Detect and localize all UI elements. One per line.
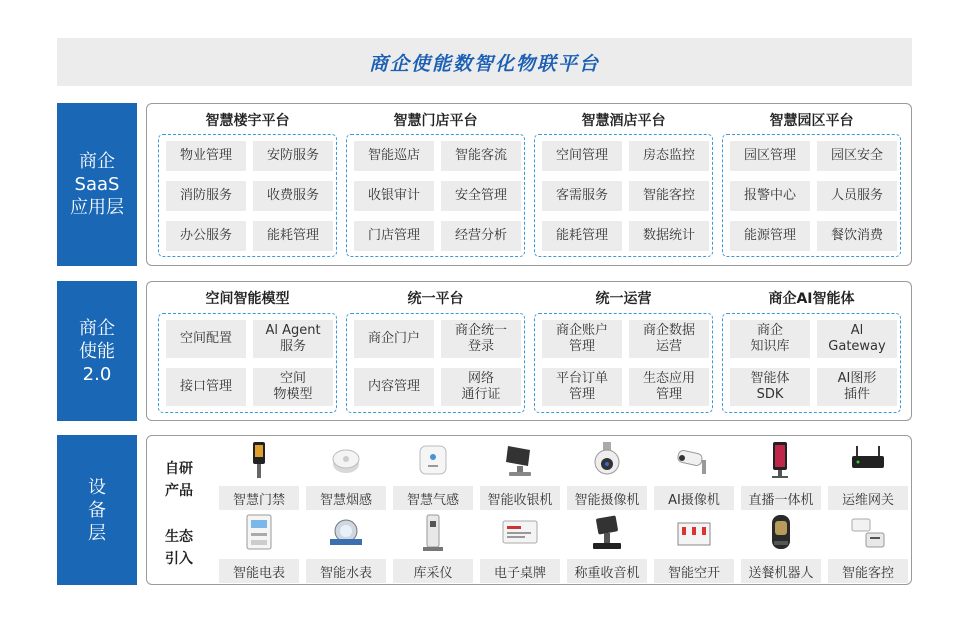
- row-label: 生态 引入: [165, 529, 193, 567]
- device-item[interactable]: [567, 440, 647, 510]
- module-cell[interactable]: Al Agent 服务: [253, 320, 333, 358]
- module-cell[interactable]: Al Gateway: [817, 320, 897, 358]
- module-cell[interactable]: 能源管理: [730, 221, 810, 251]
- module-cell[interactable]: 商企门户: [354, 320, 434, 358]
- collector-tower-icon: [413, 513, 453, 553]
- e-nameplate-icon: [500, 513, 540, 553]
- device-label: 电子桌牌: [480, 559, 560, 583]
- bullet-camera-icon: [674, 440, 714, 480]
- circuit-breaker-icon: [674, 513, 714, 553]
- module-cell[interactable]: 智能客流: [441, 141, 521, 171]
- group-enable-1: [346, 282, 525, 420]
- group-saas-3: [722, 104, 901, 265]
- module-cell[interactable]: 商企数据 运营: [629, 320, 709, 358]
- module-cell[interactable]: 空间配置: [166, 320, 246, 358]
- saas-layer-panel: [146, 103, 912, 266]
- module-cell[interactable]: AI图形 插件: [817, 368, 897, 406]
- group-title: 智慧门店平台: [393, 113, 478, 129]
- device-item[interactable]: [393, 440, 473, 510]
- group-box: [346, 134, 525, 257]
- layer-label-device: 设 备 层: [57, 435, 137, 585]
- device-item[interactable]: [480, 440, 560, 510]
- water-meter-icon: [326, 513, 366, 553]
- group-saas-1: [346, 104, 525, 265]
- device-label: 智能收银机: [480, 486, 560, 510]
- module-cell[interactable]: 消防服务: [166, 181, 246, 211]
- row-label: 自研 产品: [165, 461, 193, 499]
- module-cell[interactable]: 平台订单 管理: [542, 368, 622, 406]
- module-cell[interactable]: 智能巡店: [354, 141, 434, 171]
- module-cell[interactable]: 人员服务: [817, 181, 897, 211]
- device-label: 智能客控: [828, 559, 908, 583]
- module-cell[interactable]: 商企 知识库: [730, 320, 810, 358]
- device-item[interactable]: [654, 513, 734, 583]
- room-control-icon: [848, 513, 888, 553]
- device-label: 智能空开: [654, 559, 734, 583]
- module-cell[interactable]: 收费服务: [253, 181, 333, 211]
- delivery-robot-icon: [761, 513, 801, 553]
- device-item[interactable]: [828, 440, 908, 510]
- group-enable-0: [158, 282, 337, 420]
- group-enable-2: [534, 282, 713, 420]
- module-cell[interactable]: 空间 物模型: [253, 368, 333, 406]
- device-item[interactable]: [654, 440, 734, 510]
- device-item[interactable]: [306, 440, 386, 510]
- access-terminal-icon: [239, 440, 279, 480]
- module-cell[interactable]: 智能客控: [629, 181, 709, 211]
- group-enable-3: [722, 282, 901, 420]
- module-cell[interactable]: 商企统一 登录: [441, 320, 521, 358]
- layer-label-saas: 商企 SaaS 应用层: [57, 103, 137, 266]
- group-title: 智慧酒店平台: [581, 113, 666, 129]
- module-cell[interactable]: 网络 通行证: [441, 368, 521, 406]
- module-cell[interactable]: 报警中心: [730, 181, 810, 211]
- gateway-router-icon: [848, 440, 888, 480]
- group-box: [534, 134, 713, 257]
- module-cell[interactable]: 空间管理: [542, 141, 622, 171]
- module-cell[interactable]: 安防服务: [253, 141, 333, 171]
- module-cell[interactable]: 餐饮消费: [817, 221, 897, 251]
- group-title: 智慧园区平台: [769, 113, 854, 129]
- group-title: 商企AI智能体: [768, 291, 855, 307]
- group-title: 空间智能模型: [205, 291, 290, 307]
- module-cell[interactable]: 经营分析: [441, 221, 521, 251]
- module-cell[interactable]: 安全管理: [441, 181, 521, 211]
- device-label: 送餐机器人: [741, 559, 821, 583]
- module-cell[interactable]: 内容管理: [354, 368, 434, 406]
- group-box: [722, 313, 901, 413]
- group-title: 智慧楼宇平台: [205, 113, 290, 129]
- device-label: 运维网关: [828, 486, 908, 510]
- module-cell[interactable]: 生态应用 管理: [629, 368, 709, 406]
- device-label: 智慧气感: [393, 486, 473, 510]
- layer-label-enable: 商企 使能 2.0: [57, 281, 137, 421]
- module-cell[interactable]: 办公服务: [166, 221, 246, 251]
- group-saas-0: [158, 104, 337, 265]
- title-banner: [57, 38, 912, 86]
- module-cell[interactable]: 能耗管理: [542, 221, 622, 251]
- device-label: 称重收音机: [567, 559, 647, 583]
- device-item[interactable]: [741, 440, 821, 510]
- dome-camera-icon: [587, 440, 627, 480]
- module-cell[interactable]: 数据统计: [629, 221, 709, 251]
- device-label: 直播一体机: [741, 486, 821, 510]
- device-item[interactable]: [828, 513, 908, 583]
- device-item[interactable]: [480, 513, 560, 583]
- module-cell[interactable]: 园区安全: [817, 141, 897, 171]
- module-cell[interactable]: 客需服务: [542, 181, 622, 211]
- device-label: 智慧烟感: [306, 486, 386, 510]
- device-label: 智慧门禁: [219, 486, 299, 510]
- device-item[interactable]: [306, 513, 386, 583]
- module-cell[interactable]: 智能体 SDK: [730, 368, 810, 406]
- device-label: AI摄像机: [654, 486, 734, 510]
- weighing-scale-icon: [587, 513, 627, 553]
- device-label: 智能水表: [306, 559, 386, 583]
- cash-register-icon: [500, 440, 540, 480]
- module-cell[interactable]: 物业管理: [166, 141, 246, 171]
- electric-meter-icon: [239, 513, 279, 553]
- module-cell[interactable]: 园区管理: [730, 141, 810, 171]
- group-box: [534, 313, 713, 413]
- module-cell[interactable]: 收银审计: [354, 181, 434, 211]
- group-title: 统一平台: [407, 291, 464, 307]
- device-layer-panel: [146, 435, 912, 585]
- device-item[interactable]: [741, 513, 821, 583]
- group-box: [158, 134, 337, 257]
- module-cell[interactable]: 门店管理: [354, 221, 434, 251]
- module-cell[interactable]: 房态监控: [629, 141, 709, 171]
- group-box: [158, 313, 337, 413]
- page-title: 商企使能数智化物联平台: [368, 52, 600, 75]
- gas-detector-icon: [413, 440, 453, 480]
- device-label: 智能电表: [219, 559, 299, 583]
- device-item[interactable]: [219, 513, 299, 583]
- group-title: 统一运营: [595, 291, 652, 307]
- device-item[interactable]: [219, 440, 299, 510]
- device-item[interactable]: [393, 513, 473, 583]
- group-box: [346, 313, 525, 413]
- enable-layer-panel: [146, 281, 912, 421]
- device-item[interactable]: [567, 513, 647, 583]
- module-cell[interactable]: 商企账户 管理: [542, 320, 622, 358]
- module-cell[interactable]: 能耗管理: [253, 221, 333, 251]
- live-stream-phone-icon: [761, 440, 801, 480]
- module-cell[interactable]: 接口管理: [166, 368, 246, 406]
- smoke-detector-icon: [326, 440, 366, 480]
- device-label: 智能摄像机: [567, 486, 647, 510]
- group-box: [722, 134, 901, 257]
- group-saas-2: [534, 104, 713, 265]
- device-label: 库采仪: [393, 559, 473, 583]
